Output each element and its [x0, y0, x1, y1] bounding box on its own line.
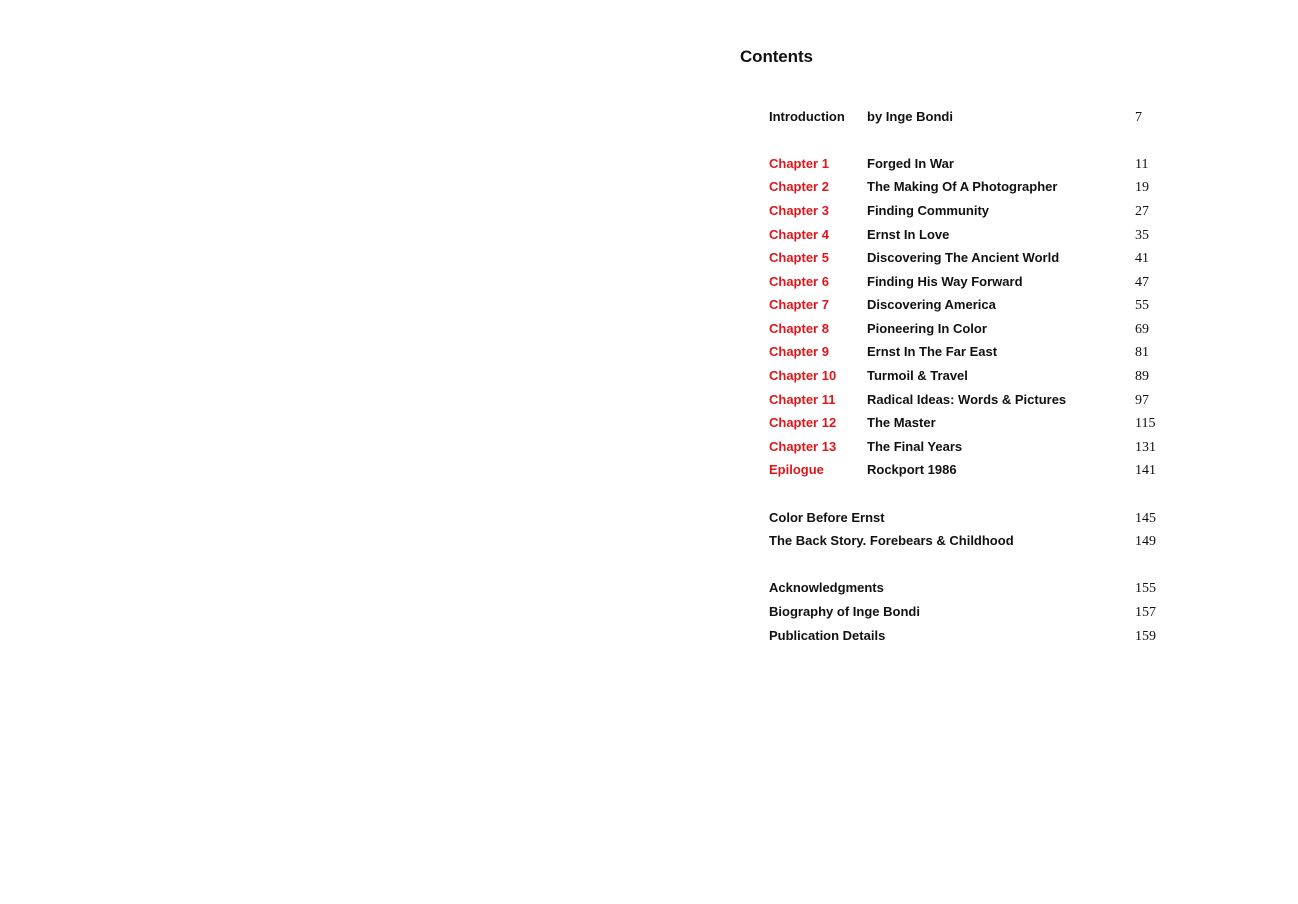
chapter-label: Chapter 2: [769, 179, 829, 194]
toc-entry-back-matter[interactable]: [769, 628, 1169, 648]
toc-entry-chapter[interactable]: [769, 274, 1169, 294]
chapter-label: Chapter 11: [769, 392, 836, 407]
entry-title: Color Before Ernst: [769, 510, 885, 525]
chapter-title: The Master: [867, 415, 936, 430]
chapter-label: Chapter 5: [769, 250, 829, 265]
chapter-title: Rockport 1986: [867, 462, 957, 477]
toc-entry-back-matter[interactable]: [769, 604, 1169, 624]
entry-page-number: 155: [1135, 581, 1156, 596]
toc-entry-chapter[interactable]: [769, 368, 1169, 388]
chapter-page-number: 131: [1135, 440, 1156, 455]
toc-entry-chapter[interactable]: [769, 392, 1169, 412]
toc-entry-chapter[interactable]: [769, 344, 1169, 364]
chapter-page-number: 97: [1135, 393, 1149, 408]
chapter-page-number: 81: [1135, 345, 1149, 360]
chapter-label: Chapter 8: [769, 321, 829, 336]
chapter-label: Chapter 10: [769, 368, 837, 383]
chapter-label: Chapter 3: [769, 203, 829, 218]
toc-entry-chapter[interactable]: [769, 179, 1169, 199]
entry-label: Introduction: [769, 109, 845, 124]
toc-entry-chapter[interactable]: [769, 203, 1169, 223]
chapter-page-number: 47: [1135, 275, 1149, 290]
chapter-title: Discovering America: [867, 297, 996, 312]
toc-entry-back-matter[interactable]: [769, 580, 1169, 600]
entry-page-number: 145: [1135, 511, 1156, 526]
chapter-title: Ernst In Love: [867, 227, 950, 242]
chapter-title: The Final Years: [867, 439, 963, 454]
chapter-title: Turmoil & Travel: [867, 368, 968, 383]
toc-entry-chapter[interactable]: [769, 250, 1169, 270]
chapter-page-number: 27: [1135, 204, 1149, 219]
chapter-page-number: 11: [1135, 157, 1149, 172]
entry-page-number: 7: [1135, 110, 1142, 125]
chapter-label: Chapter 13: [769, 439, 837, 454]
toc-entry-chapter[interactable]: [769, 439, 1169, 459]
chapter-page-number: 69: [1135, 322, 1149, 337]
chapter-page-number: 141: [1135, 463, 1156, 478]
chapter-label: Chapter 6: [769, 274, 829, 289]
contents-heading: Contents: [740, 47, 813, 66]
chapter-title: Finding His Way Forward: [867, 274, 1023, 289]
toc-entry-chapter[interactable]: [769, 321, 1169, 341]
entry-page-number: 149: [1135, 534, 1156, 549]
chapter-page-number: 89: [1135, 369, 1149, 384]
chapter-page-number: 41: [1135, 251, 1149, 266]
toc-entry-chapter[interactable]: [769, 297, 1169, 317]
chapter-page-number: 19: [1135, 180, 1149, 195]
chapter-title: The Making Of A Photographer: [867, 179, 1058, 194]
toc-entry-supplement[interactable]: [769, 533, 1169, 553]
entry-title: The Back Story. Forebears & Childhood: [769, 533, 1014, 548]
toc-entry-epilogue[interactable]: [769, 462, 1169, 482]
chapter-page-number: 55: [1135, 298, 1149, 313]
entry-page-number: 157: [1135, 605, 1156, 620]
chapter-title: Forged In War: [867, 156, 954, 171]
toc-entry-chapter[interactable]: [769, 156, 1169, 176]
entry-title: Acknowledgments: [769, 580, 884, 595]
chapter-title: Radical Ideas: Words & Pictures: [867, 392, 1067, 407]
chapter-page-number: 115: [1135, 416, 1156, 431]
chapter-label: Epilogue: [769, 462, 824, 477]
toc-entry-introduction[interactable]: [769, 109, 1169, 129]
toc-entry-chapter[interactable]: [769, 415, 1169, 435]
chapter-label: Chapter 1: [769, 156, 829, 171]
entry-title: Publication Details: [769, 628, 886, 643]
entry-page-number: 159: [1135, 629, 1156, 644]
chapter-title: Finding Community: [867, 203, 990, 218]
chapter-title: Ernst In The Far East: [867, 344, 998, 359]
chapter-page-number: 35: [1135, 228, 1149, 243]
toc-entry-chapter[interactable]: [769, 227, 1169, 247]
entry-title: Biography of Inge Bondi: [769, 604, 920, 619]
chapter-label: Chapter 7: [769, 297, 829, 312]
chapter-title: Pioneering In Color: [867, 321, 987, 336]
chapter-label: Chapter 9: [769, 344, 829, 359]
entry-title: by Inge Bondi: [867, 109, 953, 124]
toc-entry-supplement[interactable]: [769, 510, 1169, 530]
chapter-label: Chapter 12: [769, 415, 837, 430]
chapter-label: Chapter 4: [769, 227, 829, 242]
chapter-title: Discovering The Ancient World: [867, 250, 1060, 265]
